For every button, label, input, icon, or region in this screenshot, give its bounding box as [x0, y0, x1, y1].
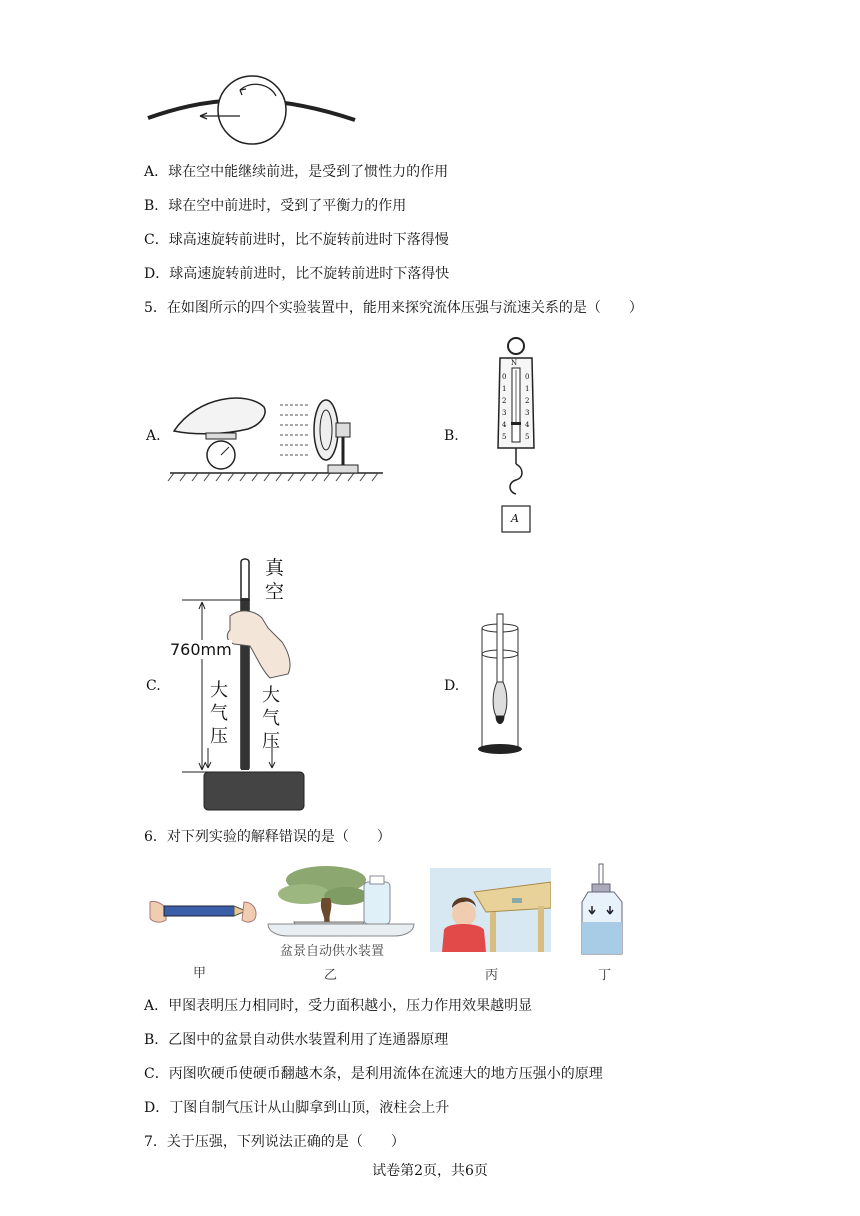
page-footer: 试卷第2页，共6页	[372, 1163, 488, 1179]
q4-option-d: D．球高速旋转前进时，比不旋转前进时下落得快	[144, 266, 450, 282]
q6-option-d: D．丁图自制气压计从山脚拿到山顶，液柱会上升	[144, 1100, 450, 1116]
q5-label-b: B.	[444, 428, 459, 444]
q6-option-a: A．甲图表明压力相同时，受力面积越小，压力作用效果越明显	[144, 998, 533, 1014]
q5-label-c: C.	[146, 678, 161, 694]
bonsai-caption: 盆景自动供水装置	[280, 944, 385, 959]
caption-yi: 乙	[324, 968, 338, 983]
q4-option-c: C．球高速旋转前进时，比不旋转前进时下落得慢	[144, 232, 449, 248]
height-label: 760mm	[170, 640, 232, 659]
weight-block-label: A	[511, 512, 519, 525]
q6-option-c: C．丙图吹硬币使硬币翻越木条，是利用流体在流速大的地方压强小的原理	[144, 1066, 603, 1082]
q5-label-a: A.	[146, 428, 161, 444]
hydrometer-figure	[472, 612, 532, 762]
wing-scale-fan-figure	[168, 385, 388, 485]
bonsai-figure	[264, 860, 420, 940]
q6-option-b: B．乙图中的盆景自动供水装置利用了连通器原理	[144, 1032, 449, 1048]
q4-option-a: A．球在空中能继续前进，是受到了惯性力的作用	[144, 164, 449, 180]
spring-scale-figure	[494, 336, 538, 536]
spring-scale-unit: N	[511, 359, 518, 367]
atm-pressure-right-label: 大 气 压	[262, 685, 280, 752]
vacuum-label: 真 空	[265, 557, 285, 603]
caption-jia: 甲	[193, 966, 207, 981]
spinning-ball-figure	[140, 70, 370, 150]
homemade-barometer-figure	[578, 862, 628, 958]
blow-coin-figure	[430, 868, 551, 952]
atm-pressure-left-label: 大 气 压	[210, 680, 228, 747]
spring-scale-ticks-left: 0 1 2 3 4 5	[502, 373, 507, 441]
caption-ding: 丁	[598, 968, 612, 983]
q5-label-d: D.	[444, 678, 460, 694]
q7-stem: 7．关于压强，下列说法正确的是（ ）	[144, 1134, 405, 1150]
torricelli-figure	[170, 558, 320, 814]
pencil-figure	[148, 894, 258, 930]
spring-scale-ticks-right: 0 1 2 3 4 5	[525, 373, 530, 441]
q5-stem: 5．在如图所示的四个实验装置中，能用来探究流体压强与流速关系的是（ ）	[144, 300, 643, 316]
q4-option-b: B．球在空中前进时，受到了平衡力的作用	[144, 198, 407, 214]
q6-stem: 6．对下列实验的解释错误的是（ ）	[144, 829, 391, 845]
caption-bing: 丙	[485, 968, 499, 983]
